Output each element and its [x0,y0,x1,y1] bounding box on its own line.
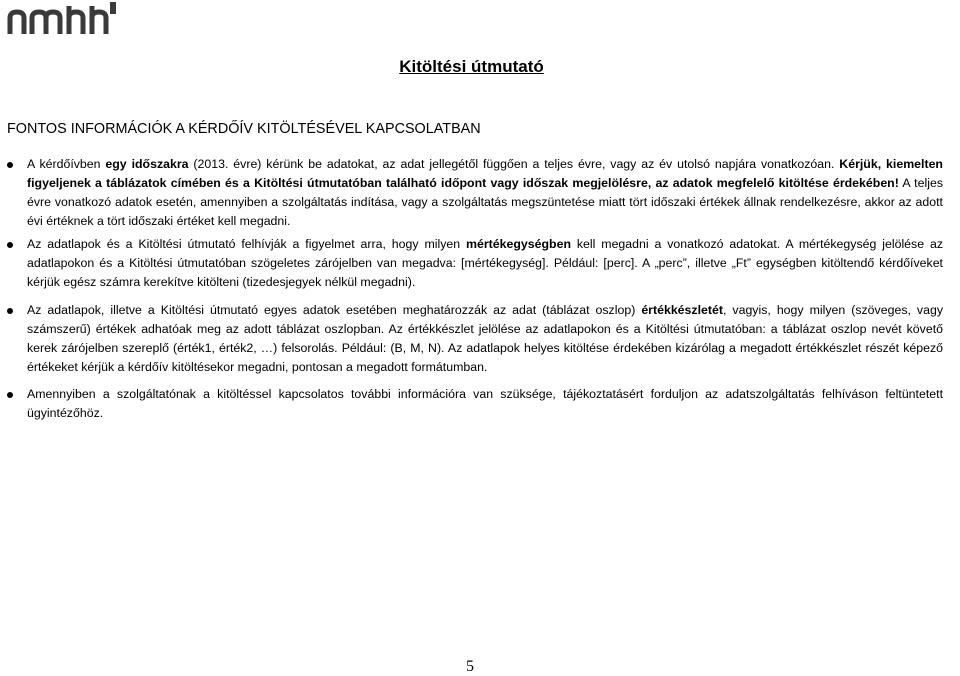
item-text: A kérdőívben egy időszakra (2013. évre) kérünk be adatokat, az adat jellegétől függően a teljes évre, vagy az év utolsó napjára vonatkozóan. Kérjük, kiemelten figyeljenek a táblázatok címében és a Kitöltési útmutatóban található időpont vagy időszak megjelölésre, az adatok megfelelő kitöltése érdekében! A teljes évre vonatkozó adatok esetén, amennyiben a szolgáltatás indítása, vagy a szolgáltatás megszüntetése miatt tört időszaki értékek állnak rendelkezésre, akkor az adott évi értéknek a tört időszaki értéket kell megadni. [27,157,944,228]
bullet-icon [7,308,13,314]
bullet-icon [7,392,13,398]
item-text: Amennyiben a szolgáltatónak a kitöltéssel kapcsolatos további információra van szüksége, tájékoztatásért forduljon az adatszolgáltatás felhíváson feltüntetett ügyintézőhöz. [27,387,943,420]
page-title: Kitöltési útmutató [399,57,544,76]
nmhh-logo [6,2,126,36]
item-text: Az adatlapok és a Kitöltési útmutató felhívják a figyelmet arra, hogy milyen mértékegységben kell megadni a vonatkozó adatokat. A mértékegység jelölése az adatlapokon és a Kitöltési útmutatóban szögeletes zárójelben van megadva: [mértékegység]. Például: [perc]. A „perc”, illetve „Ft” egységben kitöltendő kérdőíveket kérjük egész számra kerekítve kitölteni (tizedesjegyek nélkül megadni). [27,237,944,289]
item-text: Az adatlapok, illetve a Kitöltési útmutató egyes adatok esetében meghatározzák az adat (táblázat oszlop) értékkészletét, vagyis, hogy milyen (szöveges, vagy számszerű) értékek adhatóak meg az adott táblázat oszlopban. Az értékkészlet jelölése az adatlapokon és a Kitöltési útmutatóban: a táblázat oszlop nevét követő kerek zárójelben szereplő (érték1, érték2, …) felsorolás. Például: (B, M, N). Az adatlapok helyes kitöltése érdekében kizárólag a megadott értékkészlet részét képező értékeket kérjük a kérdőív kitöltésekor megadni, pontosan a megadott formátumban. [27,303,943,374]
bullet-icon [7,162,13,168]
page-number: 5 [466,658,474,675]
section-heading: FONTOS INFORMÁCIÓK A KÉRDŐÍV KITÖLTÉSÉVEL KAPCSOLATBAN [7,121,481,137]
bullet-icon [7,242,13,248]
